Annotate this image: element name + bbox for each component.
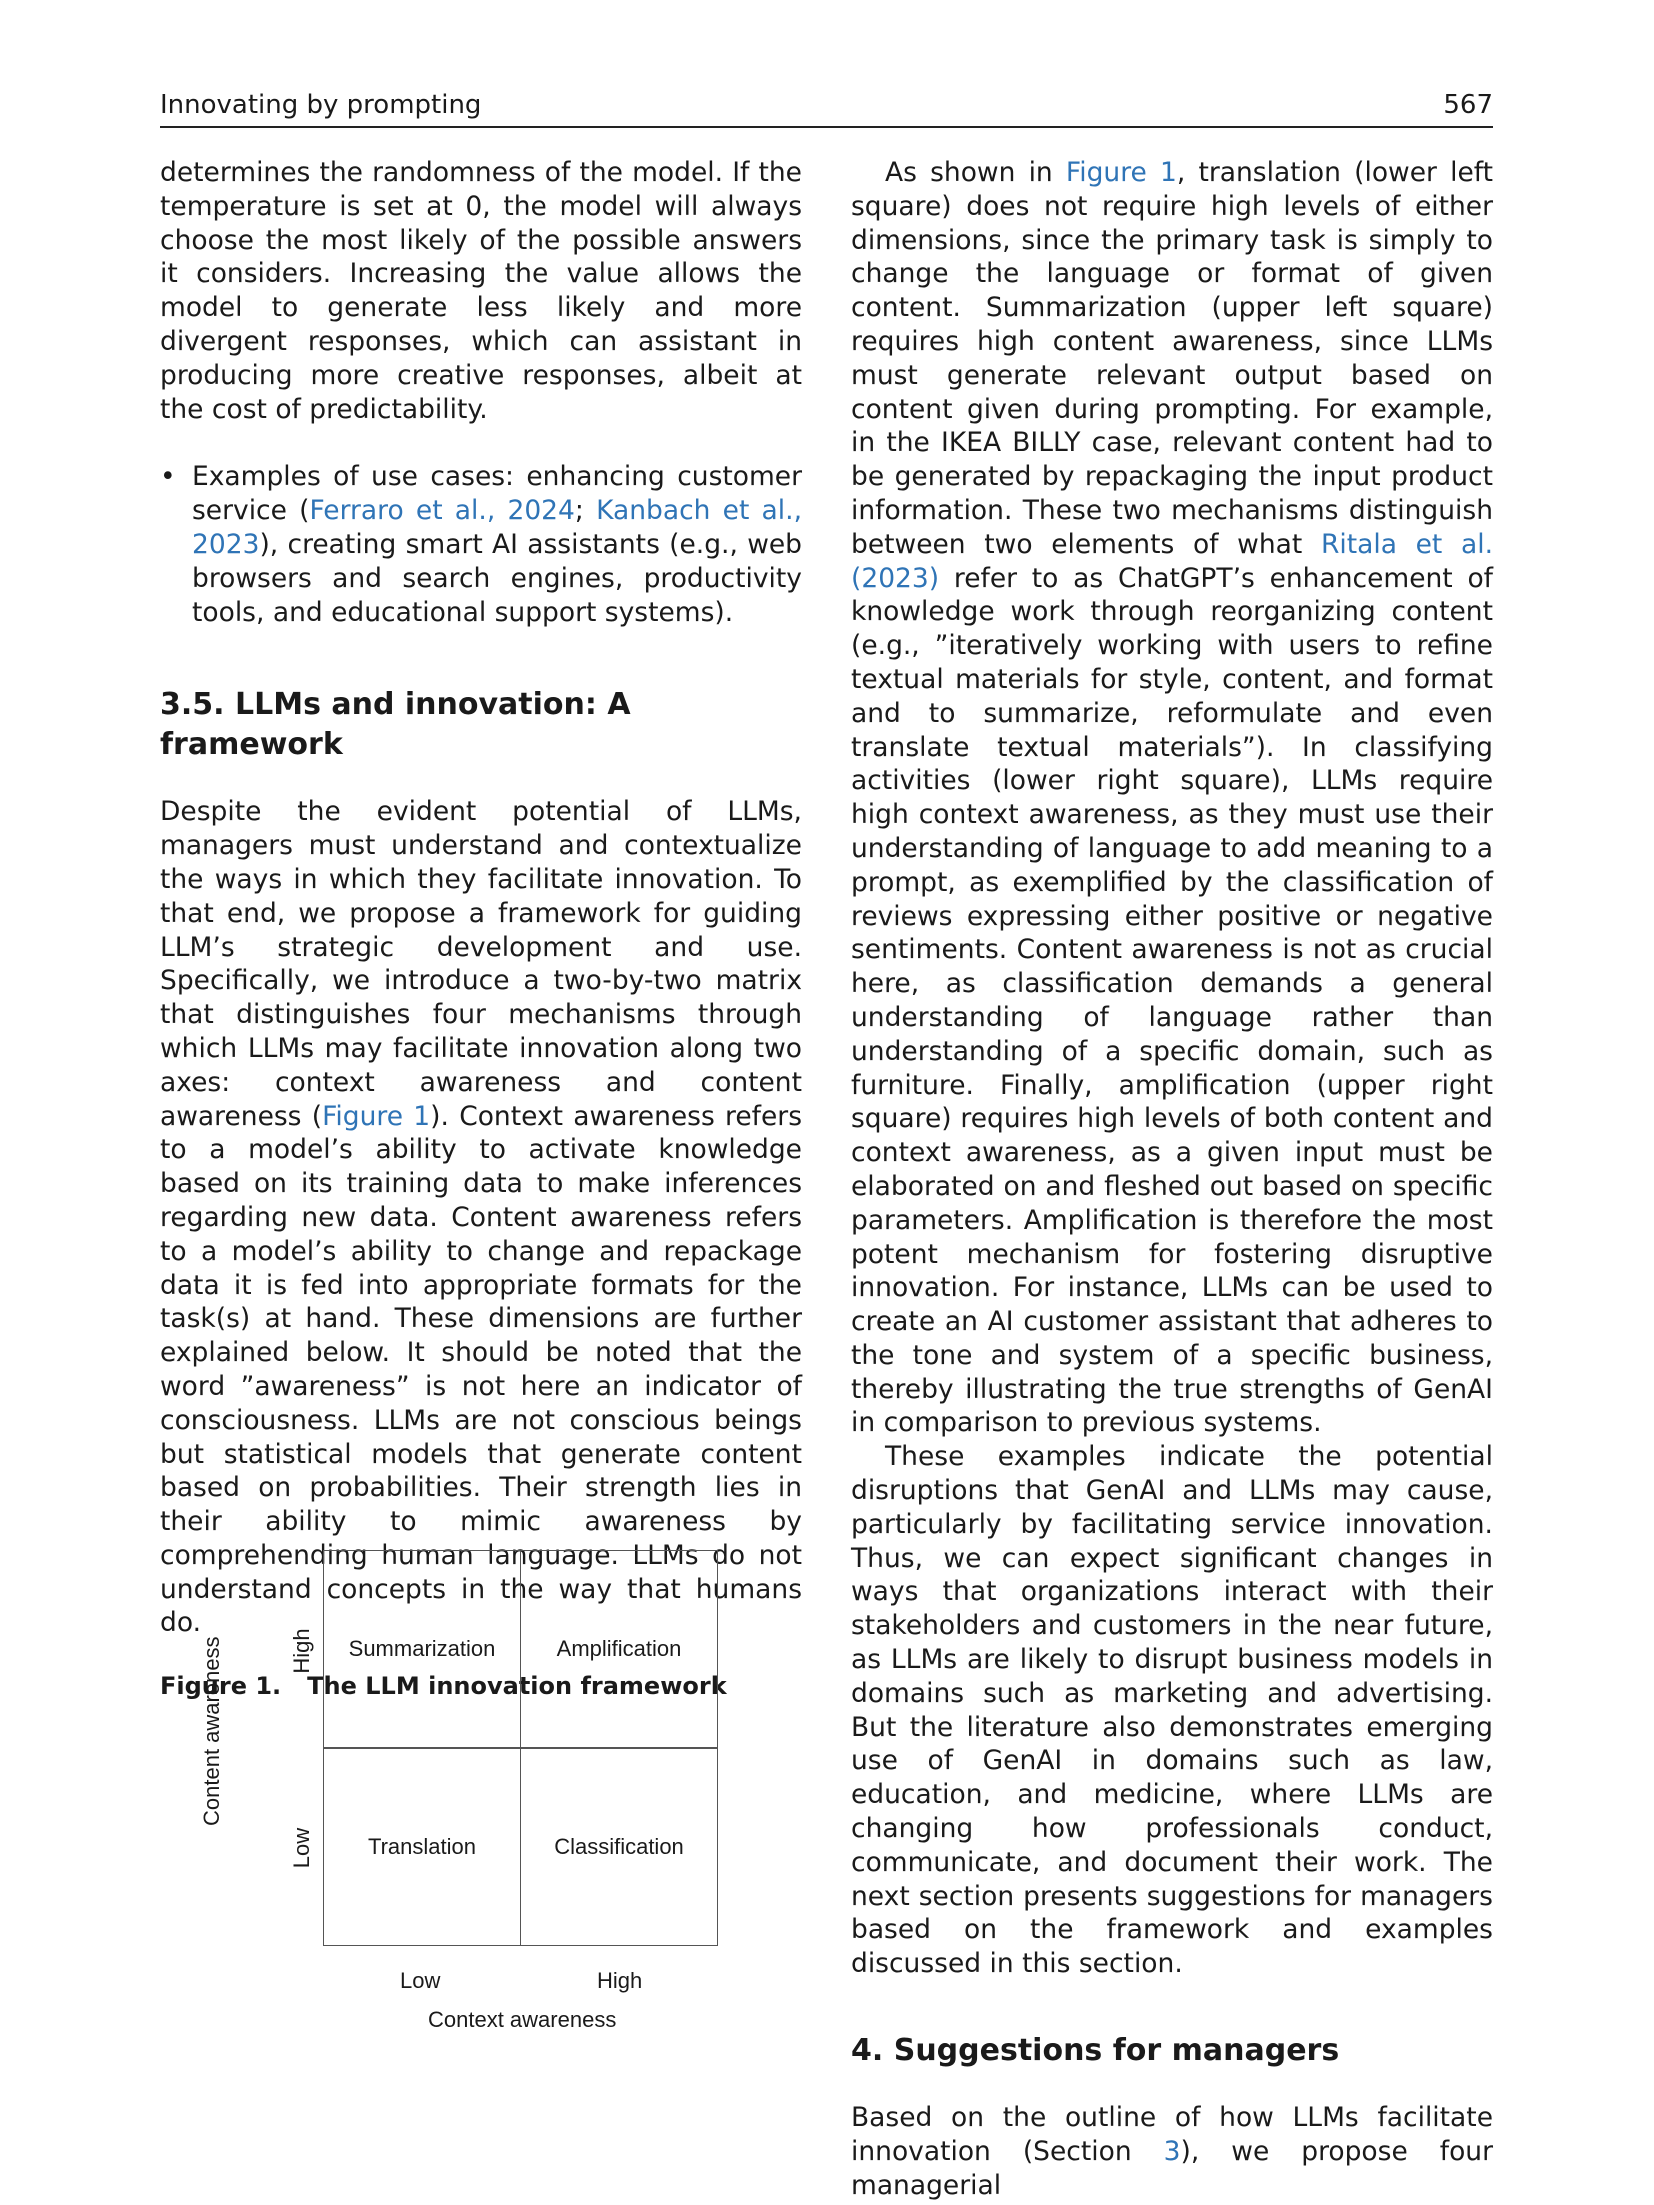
y-tick-low: Low <box>289 1827 314 1869</box>
cell-label: Translation <box>367 1834 476 1859</box>
page-number: 567 <box>1443 90 1493 120</box>
paragraph-text: Based on the outline of how LLMs facilitate innovation (Section <box>851 2102 1493 2167</box>
running-header <box>160 86 1493 128</box>
paragraph-text: ). Context awareness refers to a model’s ability to activate knowledge based on its training data to make inferences regarding new data. Content awareness refers to a model’s ability to change and repackage data it is fed into appropriate formats for the task(s) at hand. These dimensions are further explained below. It should be noted that the word ”awareness” is not here an indicator of consciousness. LLMs are not conscious beings but statistical models that generate content based on probabilities. Their strength lies in their ability to mimic awareness by comprehending human language. LLMs do not understand concepts in the way that humans do. <box>160 1100 803 1639</box>
paragraph-text: ), we propose four managerial <box>851 2135 1493 2201</box>
paragraph <box>851 156 1493 1440</box>
paragraph: These examples indicate the potential disruptions that GenAI and LLMs may cause, particularly by facilitating service innovation. Thus, we can expect significant changes in ways that organizations interact with their stakeholders and customers in the near future, as LLMs are likely to disrupt business models in domains such as marketing and advertising. But the literature also demonstrates emerging use of GenAI in domains such as law, education, and medicine, where LLMs are changing how professionals conduct, communicate, and document their work. The next section presents suggestions for managers based on the framework and examples discussed in this section. <box>851 1441 1493 1980</box>
figure-number: Figure 1. <box>160 1672 282 1701</box>
citation-link[interactable]: Kanbach et al., 2023 <box>192 495 803 560</box>
right-column <box>851 156 1493 2202</box>
bullet-marker: • <box>160 461 176 493</box>
left-column <box>160 156 802 1704</box>
figure-link[interactable]: Figure 1 <box>1065 157 1177 188</box>
section-heading: 4. Suggestions for managers <box>851 2033 1340 2069</box>
x-tick-low: Low <box>400 1968 441 1993</box>
x-tick-high: High <box>597 1968 643 1993</box>
figure-title: The LLM innovation framework <box>307 1672 727 1701</box>
y-tick-high: High <box>289 1628 314 1674</box>
cell-translation <box>323 1748 521 1946</box>
running-title: Innovating by prompting <box>160 90 482 120</box>
bullet-text: ), creating smart AI assistants (e.g., web browsers and search engines, productivity tools, and educational support systems). <box>192 528 802 628</box>
y-axis-label: Content awareness <box>199 1636 224 1826</box>
cell-label: Classification <box>554 1834 684 1859</box>
figure-link[interactable]: Figure 1 <box>322 1100 431 1132</box>
cell-label: Amplification <box>556 1636 682 1661</box>
cell-amplification <box>520 1550 718 1748</box>
section-link[interactable]: 3 <box>1163 2135 1181 2167</box>
x-axis-label: Context awareness <box>428 2007 617 2032</box>
paragraph-text: Despite the evident potential of LLMs, managers must understand and contextualize the ways in which they facilitate innovation. To that end, we propose a framework for guiding LLM’s strategic development and use. Specifically, we introduce a two-by-two matrix that distinguishes four mechanisms through which LLMs may facilitate innovation along two axes: context awareness and content awareness ( <box>160 796 802 1132</box>
paragraph-text: As shown in <box>885 157 1066 188</box>
cell-label: Summarization <box>348 1636 496 1661</box>
citation-link[interactable]: Ritala et al. (2023) <box>851 528 1493 594</box>
bullet-text: Examples of use cases: enhancing customer service ( <box>192 461 802 527</box>
section-heading: 3.5. LLMs and innovation: A framework <box>160 687 631 763</box>
bullet-text: ; <box>574 495 597 527</box>
cell-classification <box>520 1748 718 1946</box>
paragraph-text: refer to as ChatGPT’s enhancement of knowledge work through reorganizing content (e.g., ”iteratively working with users to refine textual materials for style, content, and format and to summarize, reformulate and even translate textual materials”). In classifying activities (lower right square), LLMs require high context awareness, as they must use their understanding of language to add meaning to a prompt, as exemplified by the classification of reviews expressing either positive or negative sentiments. Content awareness is not as crucial here, as classification demands a general understanding of language rather than understanding of a specific domain, such as furniture. Finally, amplification (upper right square) requires high levels of both content and context awareness, as a given input must be elaborated on and fleshed out based on specific parameters. Amplification is therefore the most potent mechanism for fostering disruptive innovation. For instance, LLMs can be used to create an AI customer assistant that adheres to the tone and system of a specific business, thereby illustrating the true strengths of GenAI in comparison to previous systems. <box>851 562 1493 1439</box>
list-item <box>160 460 802 629</box>
paragraph <box>851 2101 1493 2202</box>
paragraph-text: , translation (lower left square) does not require high levels of either dimensions, since the primary task is simply to change the language or format of given content. Summarization (upper left square) requires high content awareness, since LLMs must generate relevant output based on content given during prompting. For example, in the IKEA BILLY case, relevant content had to be generated by repackaging the input product information. These two mechanisms distinguish between two elements of what <box>851 157 1493 560</box>
paragraph: determines the randomness of the model. If the temperature is set at 0, the model will always choose the most likely of the possible answers it considers. Increasing the value allows the model to generate less likely and more divergent responses, which can assistant in producing more creative responses, albeit at the cost of predictability. <box>160 157 802 425</box>
cell-summarization <box>323 1550 521 1748</box>
paragraph <box>160 795 802 1640</box>
framework-matrix <box>160 1550 760 2050</box>
citation-link[interactable]: Ferraro et al., 2024 <box>309 495 575 527</box>
